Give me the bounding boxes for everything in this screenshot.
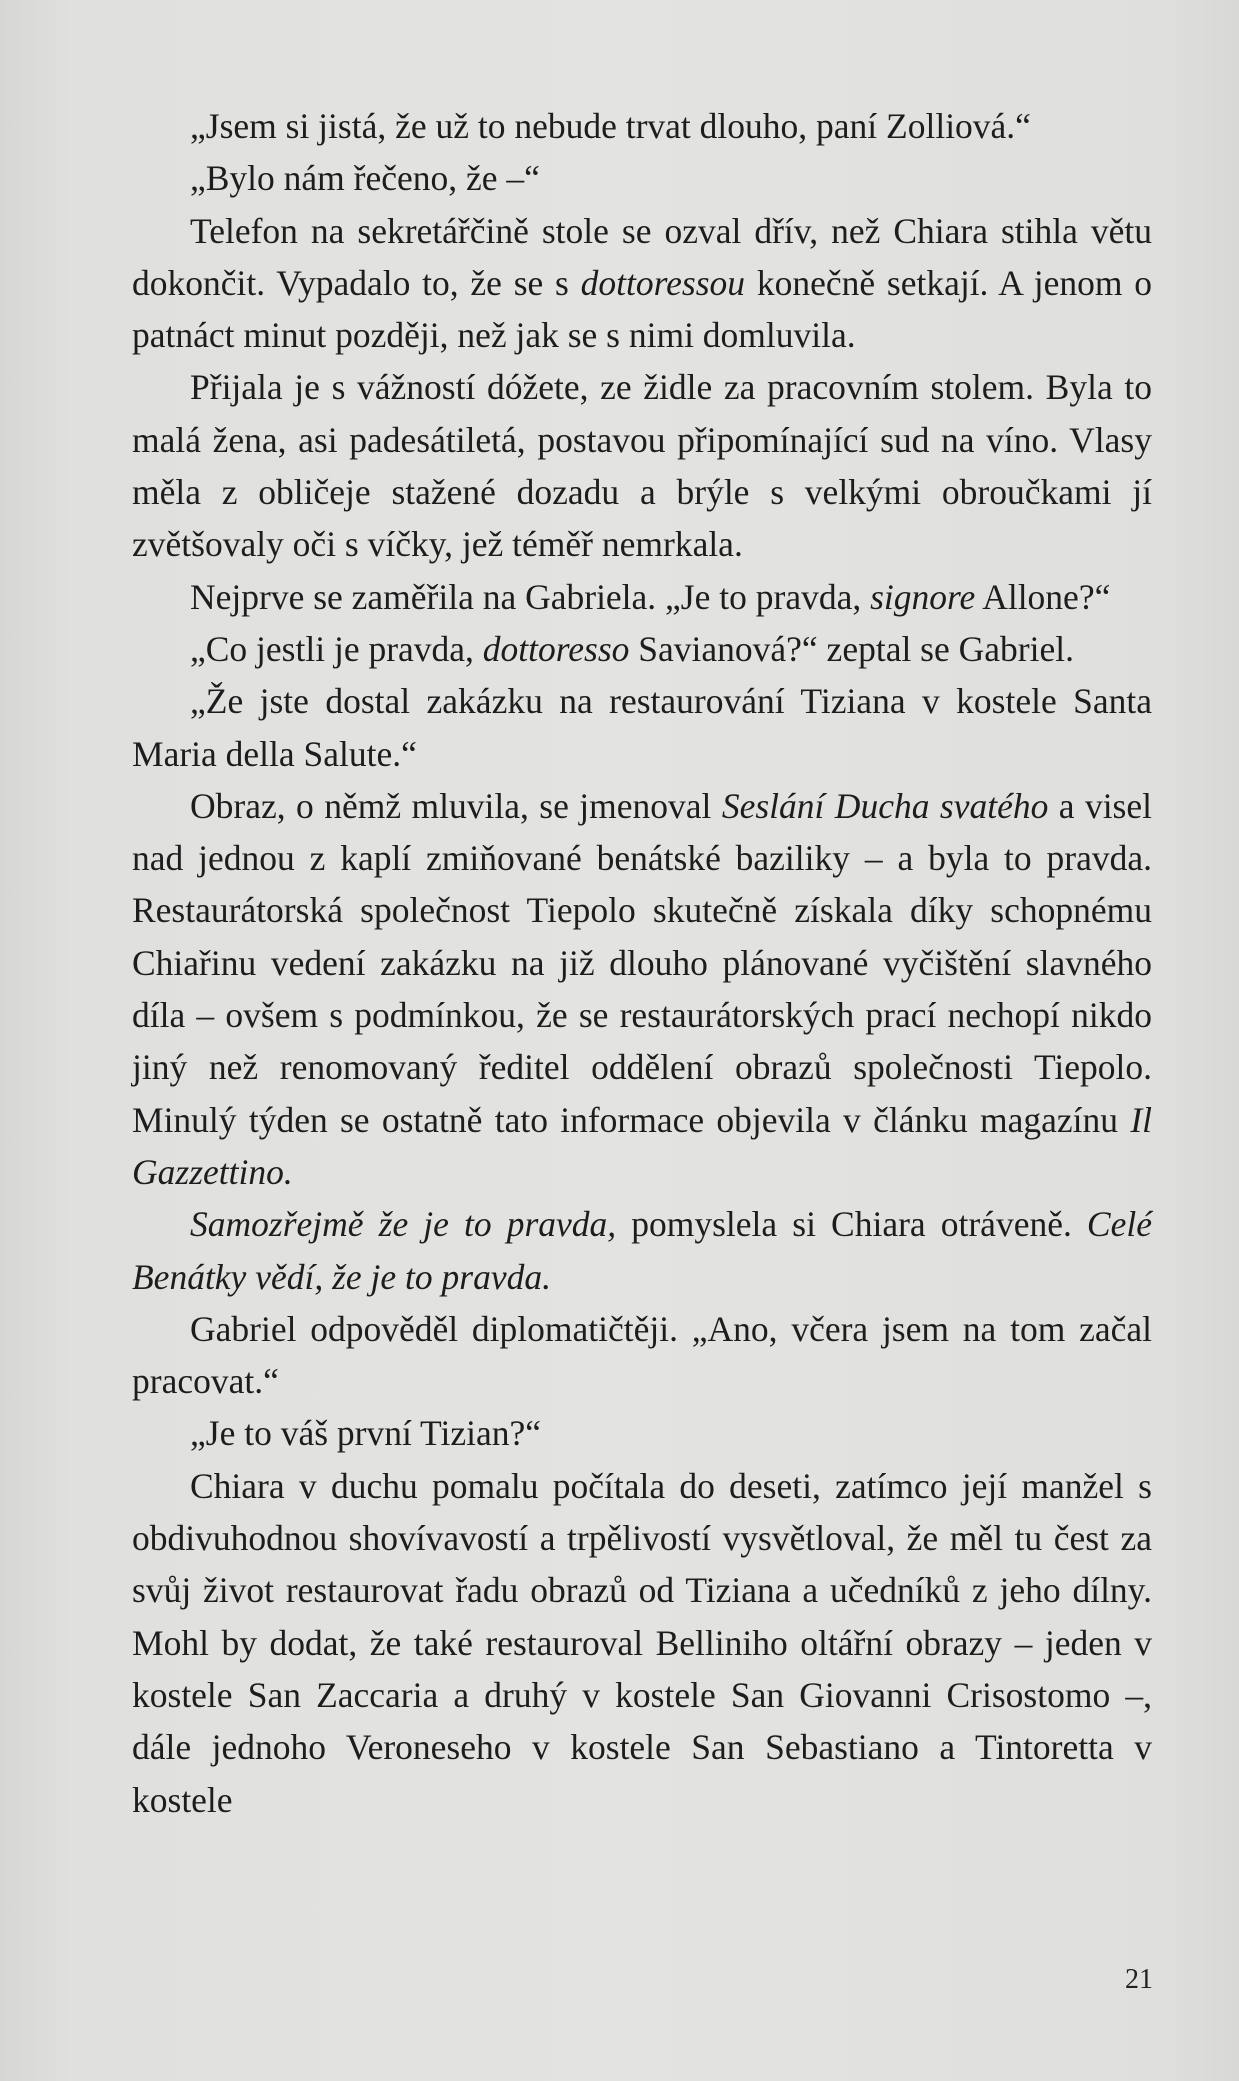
text-run: Obraz, o němž mluvila, se jmenoval (190, 785, 722, 826)
text-run: Gabriel odpověděl diplomatičtěji. „Ano, včera jsem na tom začal pracovat.“ (132, 1308, 1152, 1402)
text-run: „Co jestli je pravda, (190, 628, 483, 669)
text-run: „Jsem si jistá, že už to nebude trvat dlouho, paní Zolliová.“ (190, 106, 1031, 146)
text-run: Chiara v duchu pomalu počítala do deseti, zatímco její manžel s obdivuhodnou shovívavostí a trpělivostí vysvětloval, že měl tu čest za svůj život restaurovat řadu obrazů od Tiziana a učedníků z jeho dílny. Mohl by dodat, že také restauroval Belliniho oltářní obrazy – jeden v kostele San Zaccaria a druhý v kostele San Giovanni Crisostomo –, dále jednoho Veroneseho v kostele San Sebastiano a Tintoretta v kostele (132, 1465, 1152, 1820)
paragraph (132, 100, 1152, 152)
italic-text: Samozřejmě že je to pravda, (190, 1204, 617, 1245)
italic-text: signore (870, 576, 976, 617)
italic-text: Il Gazzettino. (132, 1099, 1152, 1192)
text-run: „Bylo nám řečeno, že –“ (190, 158, 540, 199)
text-run: pomyslela si Chiara otráveně. (616, 1204, 1087, 1245)
paragraph (132, 623, 1152, 675)
paragraph (132, 1198, 1152, 1303)
text-run: „Že jste dostal zakázku na restaurování Tiziana v kostele Santa Maria della Salute.“ (132, 681, 1152, 774)
paragraph (132, 1407, 1152, 1459)
text-run: konečně setkají. A jenom o patnáct minut později, než jak se s nimi domluvila. (132, 262, 1153, 356)
paragraph (132, 571, 1152, 623)
text-run: Přijala je s vážností dóžete, ze židle za pracovním stolem. Byla to malá žena, asi padesátiletá, postavou připomínající sud na víno. Vlasy měla z obličeje stažené dozadu a brýle s velkými obroučkami jí zvětšovaly oči s víčky, jež téměř nemrkala. (132, 367, 1152, 565)
paragraph (132, 205, 1152, 362)
body-text (132, 100, 1152, 1826)
text-run: „Je to váš první Tizian?“ (190, 1413, 541, 1454)
italic-text: dottoresso (482, 628, 630, 669)
paragraph (132, 1303, 1152, 1408)
text-run: Nejprve se zaměřila na Gabriela. „Je to pravda, (190, 576, 871, 617)
text-run: Allone?“ (975, 576, 1111, 617)
text-run: a visel nad jednou z kaplí zmiňované benátské baziliky – a byla to pravda. Restaurátorská společnost Tiepolo skutečně získala díky schopnému Chiařinu vedení zakázku na již dlouho plánované vyčištění slavného díla – ovšem s podmínkou, že se restaurátorských prací nechopí nikdo jiný než renomovaný ředitel oddělení obrazů společnosti Tiepolo. Minulý týden se ostatně tato informace objevila v článku magazínu (132, 785, 1152, 1140)
italic-text: dottoressou (580, 262, 746, 303)
text-run: Telefon na sekretářčině stole se ozval dřív, než Chiara stihla větu dokončit. Vypadalo to, že se s (132, 210, 1152, 303)
paragraph (132, 152, 1152, 204)
paragraph (132, 675, 1152, 780)
paragraph (132, 361, 1152, 570)
paragraph (132, 780, 1152, 1198)
italic-text: Seslání Ducha svatého (721, 785, 1049, 826)
text-run: Savianová?“ zeptal se Gabriel. (629, 628, 1074, 669)
page-number: 21 (1125, 1964, 1153, 1995)
paragraph (132, 1460, 1152, 1826)
italic-text: Celé Benátky vědí, že je to pravda. (132, 1204, 1152, 1297)
